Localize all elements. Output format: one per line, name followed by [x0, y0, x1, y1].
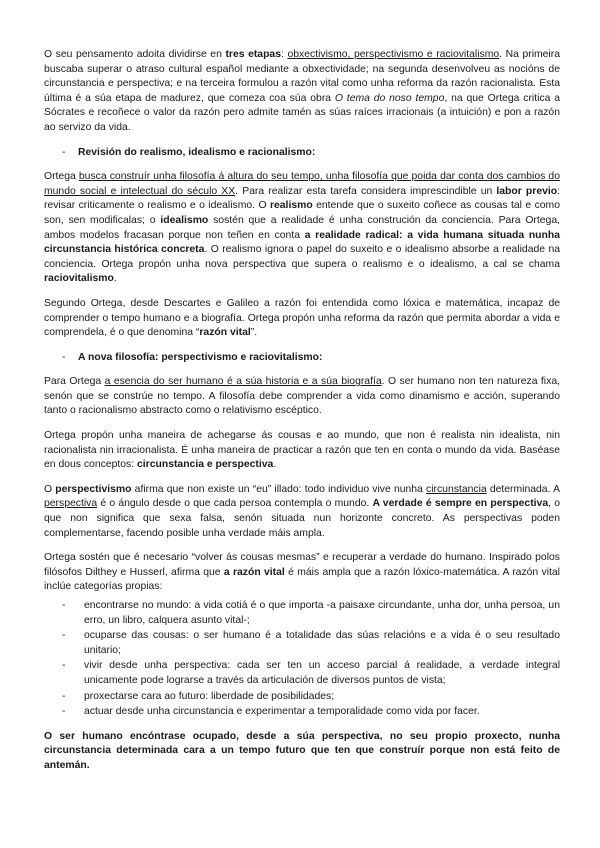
- text-run: .: [86, 759, 90, 771]
- text-run: .: [113, 273, 117, 285]
- heading-text: Revisión do realismo, idealismo e racionalismo:: [78, 146, 316, 158]
- paragraph-approach: [44, 429, 560, 473]
- bold-run: realismo: [269, 200, 313, 212]
- underlined-run: circunstancia: [426, 483, 487, 495]
- bullet-dash: -: [62, 146, 66, 158]
- text-run: sostén que a realidade é unha construción da conciencia. Para Ortega, ambos modelos fracasan porque non teñen en conta: [44, 214, 560, 241]
- italic-run: O tema do noso tempo: [334, 92, 445, 104]
- text-run: entende que o suxeito coñece as cousas tal e como son, sen modificalas; o: [44, 200, 560, 226]
- paragraph-stages: [44, 48, 560, 136]
- bullet-dash: -: [62, 660, 66, 672]
- text-run: é máis ampla que a razón lóxico-matemática. A razón vital inclúe categorías propias:: [44, 566, 560, 593]
- bold-run: tres etapas: [225, 49, 281, 60]
- text-run: Para Ortega: [44, 376, 105, 388]
- list-item: [44, 705, 560, 720]
- list-item-text: ocuparse das cousas: o ser humano é a totalidade das súas relacións e a vida é o seu resultado unitario;: [84, 630, 560, 656]
- bullet-dash: -: [62, 600, 66, 611]
- text-run: O: [44, 483, 56, 495]
- text-run: . O realismo ignora o papel do suxeito e o idealismo absorbe a realidade na conciencia. Ortega propón unha nova perspectiva que supera o realismo e o idealismo, a cal se chama: [44, 244, 560, 270]
- paragraph-revision: [44, 170, 560, 287]
- list-item-text: proxectarse cara ao futuro: liberdade de posibilidades;: [84, 690, 335, 702]
- underlined-run: a esencia do ser humano é a súa historia e a súa biografía: [104, 376, 382, 388]
- text-run: Ortega: [44, 171, 79, 183]
- document-page: [44, 48, 560, 784]
- paragraph-categories-intro: [44, 551, 560, 595]
- bold-run: a realidade radical: a vida humana situada nunha circunstancia histórica concreta: [44, 229, 560, 256]
- text-run: determinada. A: [486, 483, 561, 495]
- text-run: ”.: [250, 327, 258, 339]
- paragraph-perspectivism: [44, 483, 560, 541]
- bold-run: razón vital: [199, 327, 251, 339]
- bold-run: O ser humano encóntrase ocupado, desde a súa perspectiva, no seu propio proxecto, nunha circunstancia determinada cara a un tempo futuro que ten que construír porque non está feito de antemán: [44, 730, 560, 771]
- bold-run: A verdade é sempre en perspectiva: [372, 498, 549, 510]
- paragraph-vital-reason: [44, 297, 560, 341]
- paragraph-conclusion: [44, 730, 560, 774]
- paragraph-essence: [44, 375, 560, 419]
- text-run: é o ángulo desde o que cada persoa contempla o mundo.: [97, 498, 373, 510]
- list-item: [44, 690, 560, 705]
- text-run: :: [281, 49, 288, 60]
- underlined-run: obxectivismo, perspectivismo e raciovitalismo: [287, 49, 500, 60]
- text-run: Ortega sostén que é necesario “volver ás cousas mesmas” e recuperar a verdade do humano. Inspirado polos filósofos Dilthey e Husserl, afirma que: [44, 552, 560, 578]
- text-run: : revisar criticamente o realismo e o idealismo. O: [44, 185, 561, 212]
- list-item: [44, 599, 560, 628]
- text-run: afirma que non existe un “eu” illado: todo individuo vive nunha: [131, 483, 427, 495]
- list-item: [44, 659, 560, 688]
- text-run: .: [273, 459, 277, 471]
- text-run: . O ser humano non ten natureza fixa, senón que se constrúe no tempo. A filosofía debe comprender a vida como dinamismo e acción, superando tanto o racionalismo abstracto como o relativismo escéptico.: [44, 376, 560, 417]
- section-heading-revision: [44, 146, 560, 161]
- list-item: [44, 629, 560, 658]
- text-run: . Na primeira buscaba superar o atraso cultural español mediante a obxectividade; na segunda desenvolveu as nocións de circunstancia e perspectiva; e na terceira formulou a razón vital como unha reforma da razón racionalista. Esta última é a súa etapa de madurez, que comeza coa súa obra: [44, 49, 560, 104]
- bold-run: idealismo: [160, 214, 209, 226]
- bullet-dash: -: [62, 690, 66, 702]
- text-run: . Para realizar esta tarefa considera imprescindible un: [235, 185, 497, 197]
- text-run: O seu pensamento adoita dividirse en: [44, 49, 226, 60]
- bold-run: circunstancia e perspectiva: [137, 459, 274, 471]
- text-run: Ortega propón unha maneira de achegarse ás cousas e ao mundo, que non é realista nin idealista, nin racionalista nin irracionalista. É unha maneira de practicar a razón que ten en conta o mundo da vida. Baséase en dous conceptos:: [44, 430, 560, 471]
- bold-run: raciovitalismo: [44, 273, 114, 285]
- bullet-dash: -: [62, 630, 66, 642]
- section-heading-new-philosophy: [44, 351, 560, 366]
- bold-run: a razón vital: [223, 566, 285, 578]
- text-run: , o que non significa que sexa falsa, senón situada nun horizonte concreto. As perspectivas poden complementarse, facendo posible unha verdade máis ampla.: [44, 498, 560, 539]
- list-item-text: vivir desde unha perspectiva: cada ser ten un acceso parcial á realidade, a verdade integral unicamente pode lograrse a través da articulación de diversos puntos de vista;: [84, 660, 560, 686]
- bullet-dash: -: [62, 706, 66, 718]
- underlined-run: busca construír unha filosofía á altura do seu tempo, unha filosofía que poida dar conta dos cambios do mundo social e intelectual do século XX: [44, 171, 560, 197]
- list-item-text: encontrarse no mundo: a vida cotiá é o que importa -a paisaxe circundante, unha dor, unha persoa, un erro, un libro, calquera asunto vital-;: [84, 600, 560, 626]
- bullet-dash: -: [62, 351, 66, 363]
- bold-run: labor previo: [496, 185, 558, 197]
- list-item-text: actuar desde unha circunstancia e experimentar a temporalidade como vida por facer.: [84, 706, 480, 718]
- heading-text: A nova filosofía: perspectivismo e raciovitalismo:: [78, 351, 323, 363]
- text-run: Segundo Ortega, desde Descartes e Galileo a razón foi entendida como lóxica e matemática, incapaz de comprender o tempo humano e a biografía. Ortega propón unha reforma da razón que permita abordar a vida e comprendela, é o que denomina “: [44, 297, 560, 339]
- text-run: , na que Ortega critica a Sócrates e recoñece o valor da razón pero admite tamén as súas raíces irracionais (a intuición) e pon a razón ao servizo da vida.: [44, 92, 560, 133]
- categories-list: [44, 599, 560, 720]
- bold-run: perspectivismo: [55, 483, 132, 495]
- underlined-run: perspectiva: [44, 498, 98, 510]
